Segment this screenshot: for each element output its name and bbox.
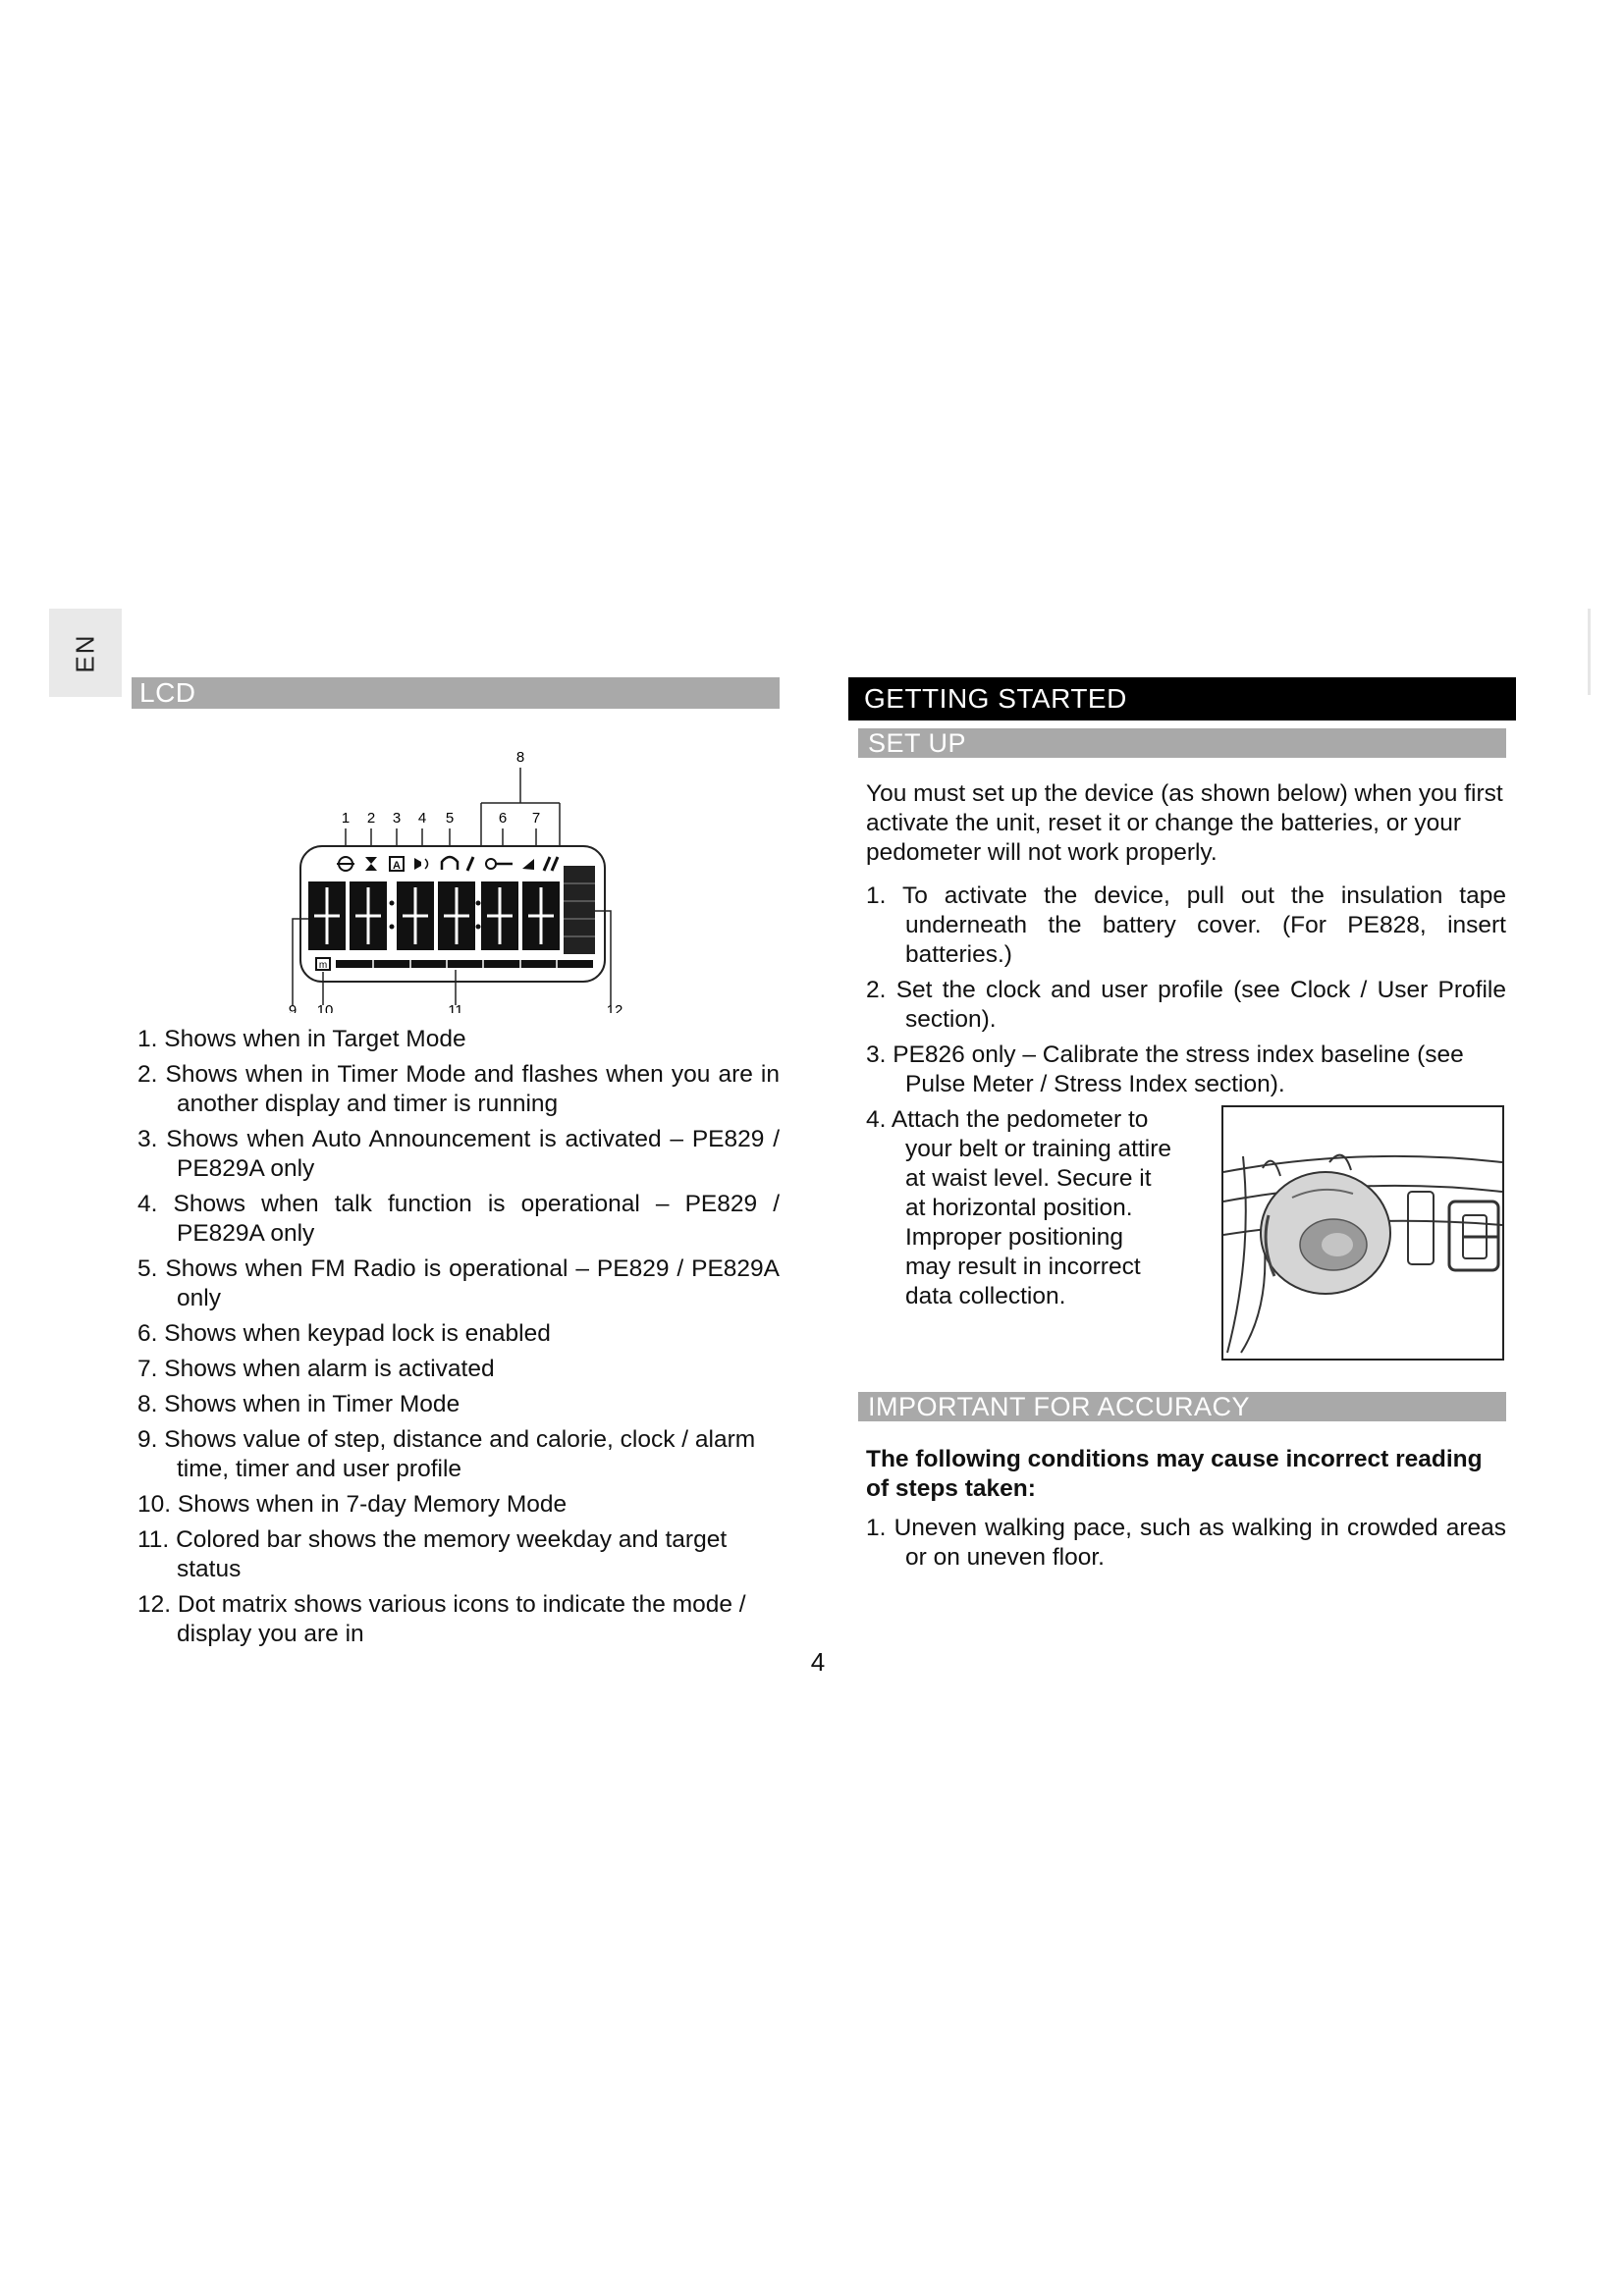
list-item: 1. Uneven walking pace, such as walking in crowded areas or on uneven floor. [866, 1515, 1506, 1571]
list-item: 3. Shows when Auto Announcement is activated – PE829 / PE829A only [137, 1126, 780, 1182]
belt-illustration-svg [1223, 1107, 1502, 1359]
svg-text:m: m [318, 960, 328, 971]
step-4-line: at horizontal position. [905, 1195, 1133, 1221]
callout-4: 4 [417, 810, 427, 827]
dot-matrix [564, 866, 595, 954]
setup-heading: SET UP [858, 728, 1506, 758]
accuracy-heading: IMPORTANT FOR ACCURACY [858, 1392, 1506, 1421]
callout-2: 2 [366, 810, 376, 827]
page-number: 4 [810, 1647, 826, 1677]
getting-started-section [848, 677, 1516, 1578]
list-item: 2. Shows when in Timer Mode and flashes when you are in another display and timer is running [137, 1061, 780, 1117]
list-item: 6. Shows when keypad lock is enabled [137, 1320, 551, 1347]
callout-10: 10 [316, 1002, 334, 1013]
list-item: 9. Shows value of step, distance and calorie, clock / alarm time, timer and user profile [137, 1426, 756, 1482]
list-item: 4. Shows when talk function is operational – PE829 / PE829A only [137, 1191, 780, 1247]
belt-illustration [1221, 1105, 1504, 1361]
lcd-diagram [132, 709, 780, 1013]
setup-step-4 [866, 1105, 1506, 1366]
list-item: 11. Colored bar shows the memory weekday and target status [137, 1526, 728, 1582]
lcd-heading: LCD [132, 677, 780, 709]
lcd-legend-list [132, 1025, 780, 1649]
callout-8: 8 [515, 749, 525, 766]
list-item: 3. PE826 only – Calibrate the stress index baseline (see Pulse Meter / Stress Index section). [866, 1041, 1464, 1097]
step-4-line: Attach the pedometer to [891, 1106, 1149, 1133]
step-4-text [866, 1105, 1200, 1311]
callout-11: 11 [448, 1002, 463, 1013]
setup-intro: You must set up the device (as shown below) when you first activate the unit, reset it or change the batteries, or your pedometer will not work properly. [866, 780, 1503, 866]
edge-rule [1588, 609, 1591, 695]
callout-6: 6 [498, 810, 508, 827]
step-4-line: data collection. [905, 1283, 1066, 1309]
language-tab-label: EN [70, 632, 100, 673]
getting-started-heading: GETTING STARTED [848, 677, 1516, 721]
setup-steps [866, 881, 1506, 1099]
accuracy-lead: The following conditions may cause incorrect reading of steps taken: [866, 1446, 1483, 1502]
callout-1: 1 [341, 810, 351, 827]
language-tab [49, 609, 122, 697]
list-item: 10. Shows when in 7-day Memory Mode [137, 1491, 568, 1518]
list-item: 1. To activate the device, pull out the insulation tape underneath the battery cover. (For PE828, insert batteries.) [866, 882, 1506, 968]
step-4-line: your belt or training attire [905, 1136, 1171, 1162]
callout-7: 7 [531, 810, 541, 827]
step-4-line: at waist level. Secure it [905, 1165, 1152, 1192]
step-4-line: may result in incorrect [905, 1254, 1141, 1280]
lcd-section [132, 677, 780, 1655]
accuracy-list [866, 1514, 1506, 1573]
step-4-line: Improper positioning [905, 1224, 1123, 1251]
callout-3: 3 [392, 810, 402, 827]
lcd-diagram-svg [132, 709, 780, 1013]
list-item: 12. Dot matrix shows various icons to indicate the mode / display you are in [137, 1591, 746, 1647]
colored-bar [336, 960, 593, 968]
list-item: 5. Shows when FM Radio is operational – PE829 / PE829A only [137, 1255, 781, 1311]
callout-9: 9 [288, 1002, 298, 1013]
list-item: 7. Shows when alarm is activated [137, 1356, 495, 1382]
list-item: 8. Shows when in Timer Mode [137, 1391, 460, 1417]
step-4-num: 4. [866, 1106, 887, 1133]
list-item: 2. Set the clock and user profile (see Clock / User Profile section). [866, 977, 1506, 1033]
list-item: 1. Shows when in Target Mode [137, 1026, 466, 1052]
callout-5: 5 [445, 810, 455, 827]
callout-12: 12 [606, 1002, 623, 1013]
svg-text:A: A [393, 860, 401, 872]
